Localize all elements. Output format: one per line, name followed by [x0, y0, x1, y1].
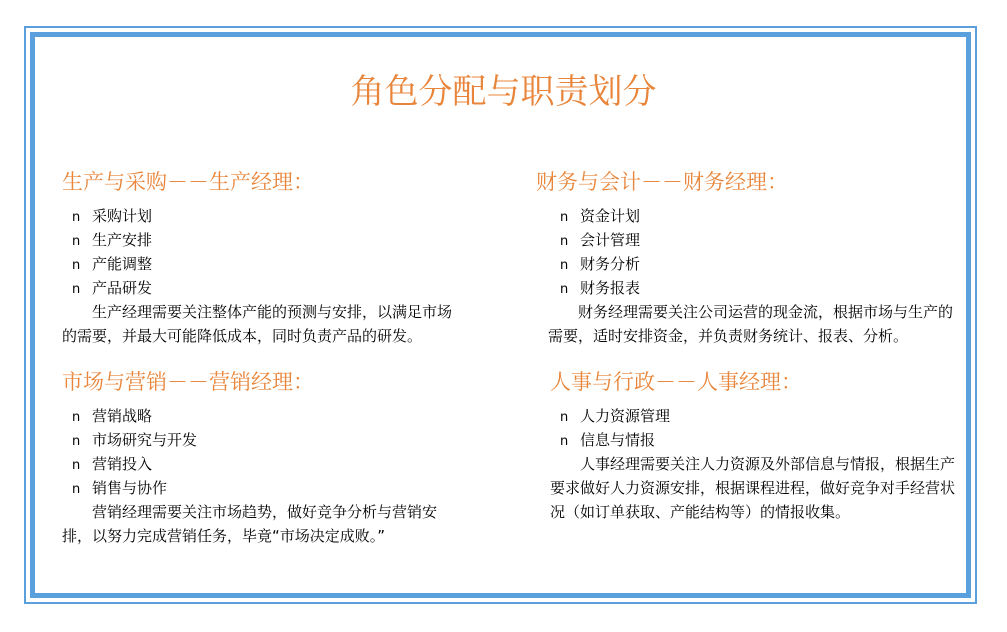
item-label: 财务报表 [580, 279, 641, 297]
section-finance [536, 166, 966, 348]
section-heading: 财务与会计－－财务经理： [536, 170, 788, 194]
section-description: 生产经理需要关注整体产能的预测与安排，以满足市场的需要，并最大可能降低成本，同时负责产品的研发。 [62, 303, 453, 345]
bullet-marker: n [560, 258, 569, 273]
list-item [62, 428, 462, 452]
bullet-marker: n [560, 210, 569, 225]
item-label: 人力资源管理 [580, 407, 671, 425]
item-label: 销售与协作 [92, 479, 168, 497]
list-item [62, 228, 462, 252]
item-label: 生产安排 [92, 231, 153, 249]
section-production [62, 166, 462, 348]
bullet-marker: n [72, 258, 81, 273]
item-label: 营销投入 [92, 455, 153, 473]
list-item [550, 252, 966, 276]
list-item [550, 204, 966, 228]
bullet-marker: n [560, 282, 569, 297]
list-item [62, 404, 462, 428]
item-label: 财务分析 [580, 255, 641, 273]
duty-list [62, 404, 462, 500]
item-label: 营销战略 [92, 407, 153, 425]
bullet-marker: n [560, 434, 569, 449]
bullet-marker: n [72, 234, 81, 249]
list-item [550, 404, 966, 428]
list-item [550, 428, 966, 452]
list-item [550, 228, 966, 252]
bullet-marker: n [72, 458, 81, 473]
section-heading: 市场与营销－－营销经理： [62, 370, 314, 394]
duty-list [550, 204, 966, 300]
item-label: 产品研发 [92, 279, 153, 297]
section-marketing [62, 366, 462, 548]
section-description: 营销经理需要关注市场趋势，做好竞争分析与营销安排，以努力完成营销任务，毕竟“市场决定成败。” [62, 503, 438, 545]
section-hr [550, 366, 966, 524]
page-title: 角色分配与职责划分 [350, 72, 657, 112]
item-label: 会计管理 [580, 231, 641, 249]
list-item [62, 204, 462, 228]
section-heading: 人事与行政－－人事经理： [550, 370, 802, 394]
list-item [62, 276, 462, 300]
section-heading: 生产与采购－－生产经理： [62, 170, 314, 194]
duty-list [62, 204, 462, 300]
bullet-marker: n [72, 482, 81, 497]
section-description: 人事经理需要关注人力资源及外部信息与情报，根据生产要求做好人力资源安排，根据课程进程，做好竞争对手经营状况（如订单获取、产能结构等）的情报收集。 [550, 455, 956, 521]
list-item [62, 252, 462, 276]
bullet-marker: n [72, 210, 81, 225]
item-label: 市场研究与开发 [92, 431, 198, 449]
item-label: 产能调整 [92, 255, 153, 273]
bullet-marker: n [560, 410, 569, 425]
section-description: 财务经理需要关注公司运营的现金流，根据市场与生产的需要，适时安排资金，并负责财务统计、报表、分析。 [548, 303, 954, 345]
item-label: 资金计划 [580, 207, 641, 225]
bullet-marker: n [72, 282, 81, 297]
item-label: 采购计划 [92, 207, 153, 225]
list-item [550, 276, 966, 300]
bullet-marker: n [560, 234, 569, 249]
bullet-marker: n [72, 410, 81, 425]
list-item [62, 476, 462, 500]
duty-list [550, 404, 966, 452]
bullet-marker: n [72, 434, 81, 449]
list-item [62, 452, 462, 476]
item-label: 信息与情报 [580, 431, 656, 449]
